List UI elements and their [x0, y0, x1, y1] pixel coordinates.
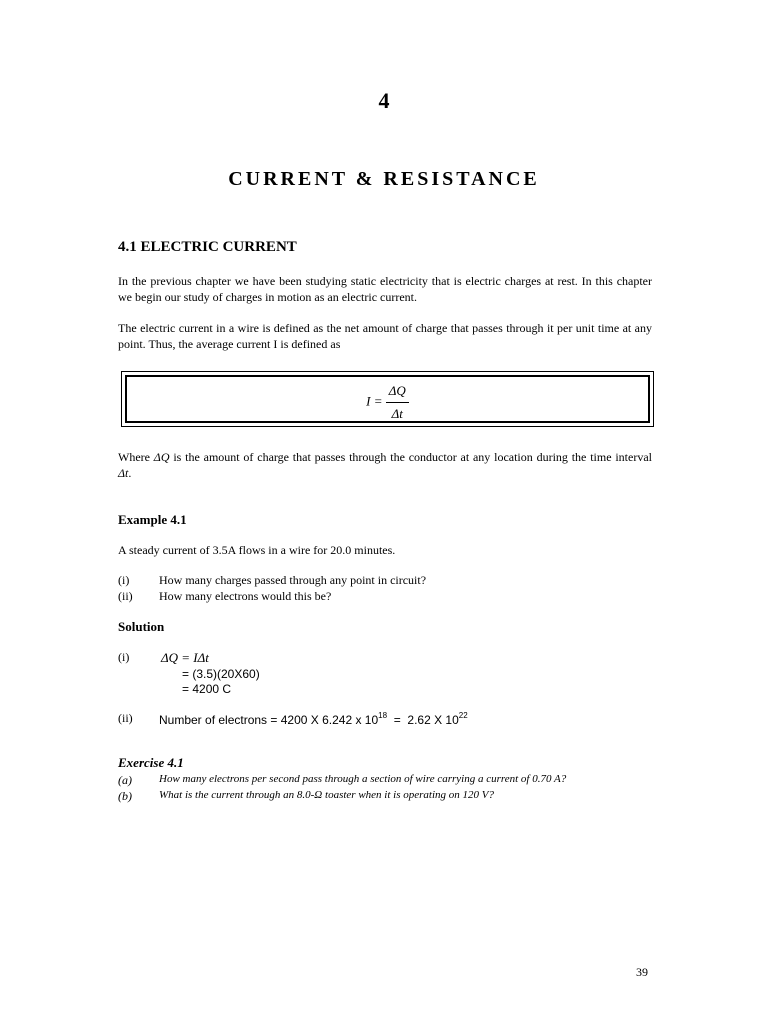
formula-denominator: Δt	[391, 406, 403, 421]
where-text-2: is the amount of charge that passes through the conductor at any location during the time interval	[169, 450, 652, 464]
current-formula	[127, 383, 648, 422]
formula-numerator: ΔQ	[386, 383, 409, 403]
electron-text-a: Number of electrons = 4200 X 6.242 x 10	[159, 713, 379, 727]
question-text: How many electrons would this be?	[159, 589, 332, 603]
electron-exponent-b: 22	[458, 711, 468, 720]
exercise-marker: (a)	[118, 773, 132, 787]
formula-lhs: I =	[366, 393, 383, 409]
exercise-marker: (b)	[118, 789, 132, 803]
section-heading: 4.1 ELECTRIC CURRENT	[118, 239, 297, 255]
solution-heading: Solution	[118, 619, 165, 634]
chapter-number: 4	[378, 88, 390, 113]
formula-box-inner-border	[125, 375, 650, 423]
definition-paragraph: The electric current in a wire is defined as the net amount of charge that passes through it per unit time at any point. Thus, the average current I is defined as	[118, 321, 652, 351]
where-paragraph	[118, 449, 652, 481]
question-text: How many charges passed through any point in circuit?	[159, 573, 427, 587]
where-text-end: .	[128, 466, 132, 480]
solution-step-1: = (3.5)(20X60)	[182, 667, 260, 681]
exercise-text: What is the current through an 8.0-Ω toaster when it is operating on 120 V?	[159, 789, 494, 801]
electron-text-b: = 2.62 X 10	[387, 713, 459, 727]
intro-paragraph: In the previous chapter we have been studying static electricity that is electric charges at rest. In this chapter we begin our study of charges in motion as an electric current.	[118, 274, 652, 304]
where-delta-t: Δt	[118, 466, 129, 480]
chapter-title: CURRENT & RESISTANCE	[228, 168, 540, 190]
formula-box	[121, 371, 654, 427]
page-number: 39	[636, 965, 648, 979]
question-marker: (i)	[118, 573, 130, 587]
solution-electron-count	[159, 711, 468, 727]
solution-step-2: = 4200 C	[182, 682, 232, 696]
exercise-text: How many electrons per second pass through a section of wire carrying a current of 0.70 A?	[159, 773, 567, 785]
example-heading: Example 4.1	[118, 512, 187, 527]
electron-exponent-a: 18	[378, 711, 388, 720]
solution-marker: (ii)	[118, 711, 133, 725]
solution-marker: (i)	[118, 650, 130, 664]
question-marker: (ii)	[118, 589, 133, 603]
solution-equation: ΔQ = IΔt	[161, 650, 209, 665]
where-text-1: Where	[118, 450, 154, 464]
example-statement: A steady current of 3.5A flows in a wire for 20.0 minutes.	[118, 543, 396, 557]
where-delta-q: ΔQ	[153, 450, 170, 464]
formula-fraction	[386, 383, 409, 422]
exercise-heading: Exercise 4.1	[118, 755, 184, 770]
